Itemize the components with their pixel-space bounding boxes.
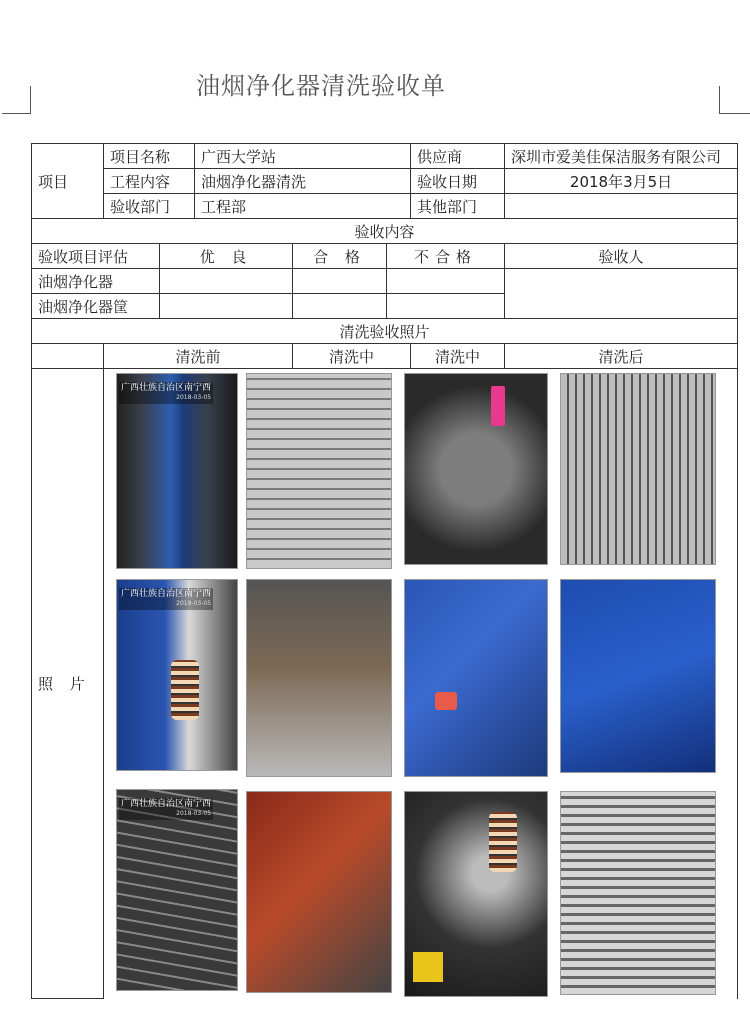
pressure-washer: [413, 952, 443, 982]
photo-before-2: [116, 579, 238, 771]
photo-grid: [110, 369, 731, 998]
cell-basket-unqualified: [387, 294, 505, 319]
cell-purifier-qualified: [293, 269, 387, 294]
photo-after-1: [560, 373, 716, 565]
value-acceptance-date: 2018年3月5日: [505, 169, 738, 194]
acceptance-section-title: 验收内容: [32, 219, 738, 244]
photo-before-1: [116, 373, 238, 569]
col-inspector: 验收人: [505, 244, 738, 269]
acceptance-form: [31, 143, 738, 999]
col-evaluation: 验收项目评估: [32, 244, 160, 269]
photo-during-3a: [246, 791, 392, 993]
label-other-department: 其他部门: [411, 194, 505, 219]
col-qualified: 合 格: [293, 244, 387, 269]
col-unqualified: 不合格: [387, 244, 505, 269]
value-work-content: 油烟净化器清洗: [195, 169, 411, 194]
col-before-cleaning: 清洗前: [104, 344, 293, 369]
photo-during-2b: [404, 579, 548, 777]
value-project-name: 广西大学站: [195, 144, 411, 169]
photo-during-3b: [404, 791, 548, 997]
item-purifier: 油烟净化器: [32, 269, 160, 294]
value-department: 工程部: [195, 194, 411, 219]
cell-basket-qualified: [293, 294, 387, 319]
label-work-content: 工程内容: [104, 169, 195, 194]
photos-section-title: 清洗验收照片: [32, 319, 738, 344]
photo-stamp: 广西壮族自治区南宁西 2018-03-05: [119, 798, 213, 820]
photo-header-blank: [32, 344, 104, 369]
photo-after-2: [560, 579, 716, 773]
label-acceptance-date: 验收日期: [411, 169, 505, 194]
col-during-cleaning-1: 清洗中: [293, 344, 411, 369]
photo-during-1b: [404, 373, 548, 565]
col-during-cleaning-2: 清洗中: [411, 344, 505, 369]
photo-during-1a: [246, 373, 392, 569]
label-supplier: 供应商: [411, 144, 505, 169]
cell-inspector: [505, 269, 738, 319]
photo-grid-cell: [104, 369, 738, 999]
document-title: 油烟净化器清洗验收单: [196, 72, 446, 100]
photo-after-3: [560, 791, 716, 995]
photo-during-2a: [246, 579, 392, 777]
value-other-department: [505, 194, 738, 219]
cell-basket-excellent: [160, 294, 293, 319]
item-purifier-basket: 油烟净化器筐: [32, 294, 160, 319]
col-after-cleaning: 清洗后: [505, 344, 738, 369]
photo-stamp: 广西壮族自治区南宁西 2018-03-05: [119, 588, 213, 610]
label-department: 验收部门: [104, 194, 195, 219]
cell-purifier-unqualified: [387, 269, 505, 294]
red-cloth: [435, 692, 457, 710]
value-supplier: 深圳市爱美佳保洁服务有限公司: [505, 144, 738, 169]
pink-bag: [491, 386, 505, 426]
photo-stamp: 广西壮族自治区南宁西 2018-03-05: [119, 382, 213, 404]
photo-row-label: 照 片: [32, 369, 104, 999]
photo-before-3: [116, 789, 238, 991]
col-excellent: 优 良: [160, 244, 293, 269]
cell-purifier-excellent: [160, 269, 293, 294]
project-label: 项目: [32, 144, 104, 219]
crop-mark-right: [719, 86, 720, 114]
label-project-name: 项目名称: [104, 144, 195, 169]
worker: [489, 812, 517, 872]
worker: [171, 660, 199, 720]
